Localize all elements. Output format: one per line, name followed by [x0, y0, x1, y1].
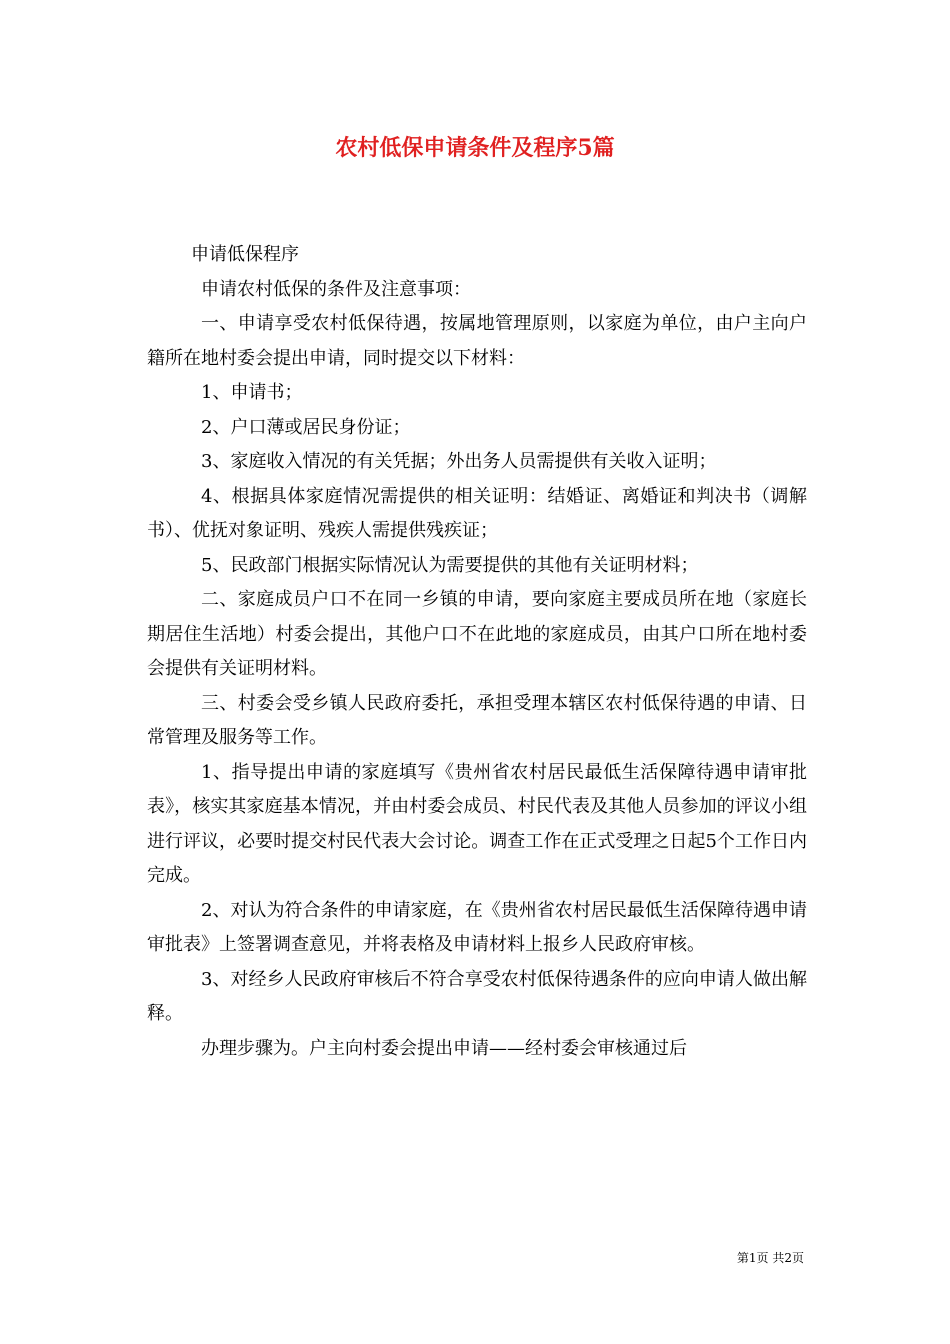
paragraph: 1、申请书； [201, 382, 303, 403]
paragraph: 一、申请享受农村低保待遇，按属地管理原则，以家庭为单位，由户主向户籍所在地村委会提出申请，同时提交以下材料： [147, 313, 807, 369]
paragraph: 办理步骤为。户主向村委会提出申请——经村委会审核通过后 [201, 1037, 687, 1059]
paragraph: 3、家庭收入情况的有关凭据；外出务人员需提供有关收入证明； [201, 451, 717, 472]
document-title: 农村低保申请条件及程序5篇 [335, 135, 615, 161]
paragraph: 3、对经乡人民政府审核后不符合享受农村低保待遇条件的应向申请人做出解释。 [147, 968, 807, 1024]
paragraph: 申请农村低保的条件及注意事项： [201, 278, 471, 300]
paragraph: 1、指导提出申请的家庭填写《贵州省农村居民最低生活保障待遇申请审批表》，核实其家庭基本情况，并由村委会成员、村民代表及其他人员参加的评议小组进行评议，必要时提交村民代表大会讨论。调查工作在正式受理之日起5个工作日内完成。 [147, 761, 807, 886]
paragraph: 二、家庭成员户口不在同一乡镇的申请，要向家庭主要成员所在地（家庭长期居住生活地）村委会提出，其他户口不在此地的家庭成员，由其户口所在地村委会提供有关证明材料。 [147, 589, 807, 679]
paragraph: 申请低保程序 [191, 244, 299, 265]
paragraph: 2、户口薄或居民身份证； [201, 416, 411, 438]
paragraph: 2、对认为符合条件的申请家庭，在《贵州省农村居民最低生活保障待遇申请审批表》上签署调查意见，并将表格及申请材料上报乡人民政府审核。 [147, 899, 807, 955]
paragraph: 三、村委会受乡镇人民政府委托，承担受理本辖区农村低保待遇的申请、日常管理及服务等工作。 [147, 692, 807, 748]
page-footer: 第1页 共2页 [736, 1251, 804, 1265]
document-body [147, 238, 807, 1066]
paragraph: 5、民政部门根据实际情况认为需要提供的其他有关证明材料； [201, 554, 699, 576]
paragraph: 4、根据具体家庭情况需提供的相关证明：结婚证、离婚证和判决书（调解书）、优抚对象证明、残疾人需提供残疾证； [147, 485, 807, 541]
